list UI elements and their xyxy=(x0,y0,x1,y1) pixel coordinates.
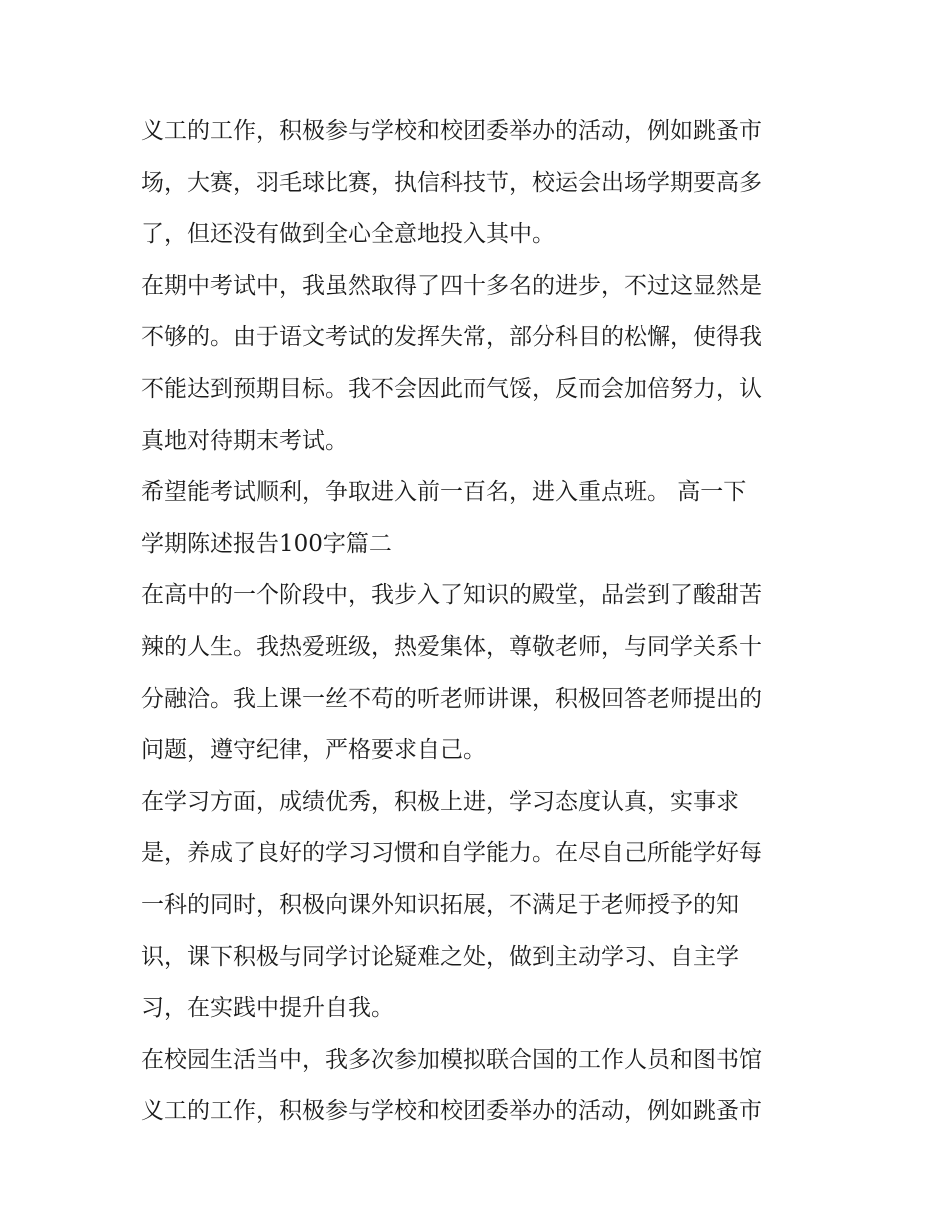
text-line: 在期中考试中，我虽然取得了四十多名的进步，不过这显然是 xyxy=(141,272,762,299)
text-line: 一科的同时，积极向课外知识拓展，不满足于老师授予的知 xyxy=(141,891,739,918)
text-line: 问题，遵守纪律，严格要求自己。 xyxy=(141,737,486,764)
text-line: 不能达到预期目标。我不会因此而气馁，反而会加倍努力，认 xyxy=(141,375,762,402)
text-line: 场，大赛，羽毛球比赛，执信科技节，校运会出场学期要高多 xyxy=(141,169,762,196)
text-line: 学期陈述报告100字篇二 xyxy=(141,530,392,557)
text-line: 希望能考试顺利，争取进入前一百名，进入重点班。 高一下 xyxy=(141,479,747,506)
text-line: 分融洽。我上课一丝不苟的听老师讲课，积极回答老师提出的 xyxy=(141,685,762,712)
text-line: 了，但还没有做到全心全意地投入其中。 xyxy=(141,221,555,248)
text-line: 是，养成了良好的学习习惯和自学能力。在尽自己所能学好每 xyxy=(141,840,762,867)
text-line: 在校园生活当中，我多次参加模拟联合国的工作人员和图书馆 xyxy=(141,1046,762,1073)
body-text xyxy=(141,106,821,1138)
text-line: 不够的。由于语文考试的发挥失常，部分科目的松懈，使得我 xyxy=(141,324,762,351)
text-line: 习，在实践中提升自我。 xyxy=(141,995,394,1022)
text-line: 在学习方面，成绩优秀，积极上进，学习态度认真，实事求 xyxy=(141,788,739,815)
text-line: 义工的工作，积极参与学校和校团委举办的活动，例如跳蚤市 xyxy=(141,118,762,144)
text-line: 识，课下积极与同学讨论疑难之处，做到主动学习、自主学 xyxy=(141,943,739,970)
text-line: 义工的工作，积极参与学校和校团委举办的活动，例如跳蚤市 xyxy=(141,1098,762,1125)
text-line: 真地对待期末考试。 xyxy=(141,427,348,454)
text-line: 辣的人生。我热爱班级，热爱集体，尊敬老师，与同学关系十 xyxy=(141,633,762,660)
text-line: 在高中的一个阶段中，我步入了知识的殿堂，品尝到了酸甜苦 xyxy=(141,582,762,609)
